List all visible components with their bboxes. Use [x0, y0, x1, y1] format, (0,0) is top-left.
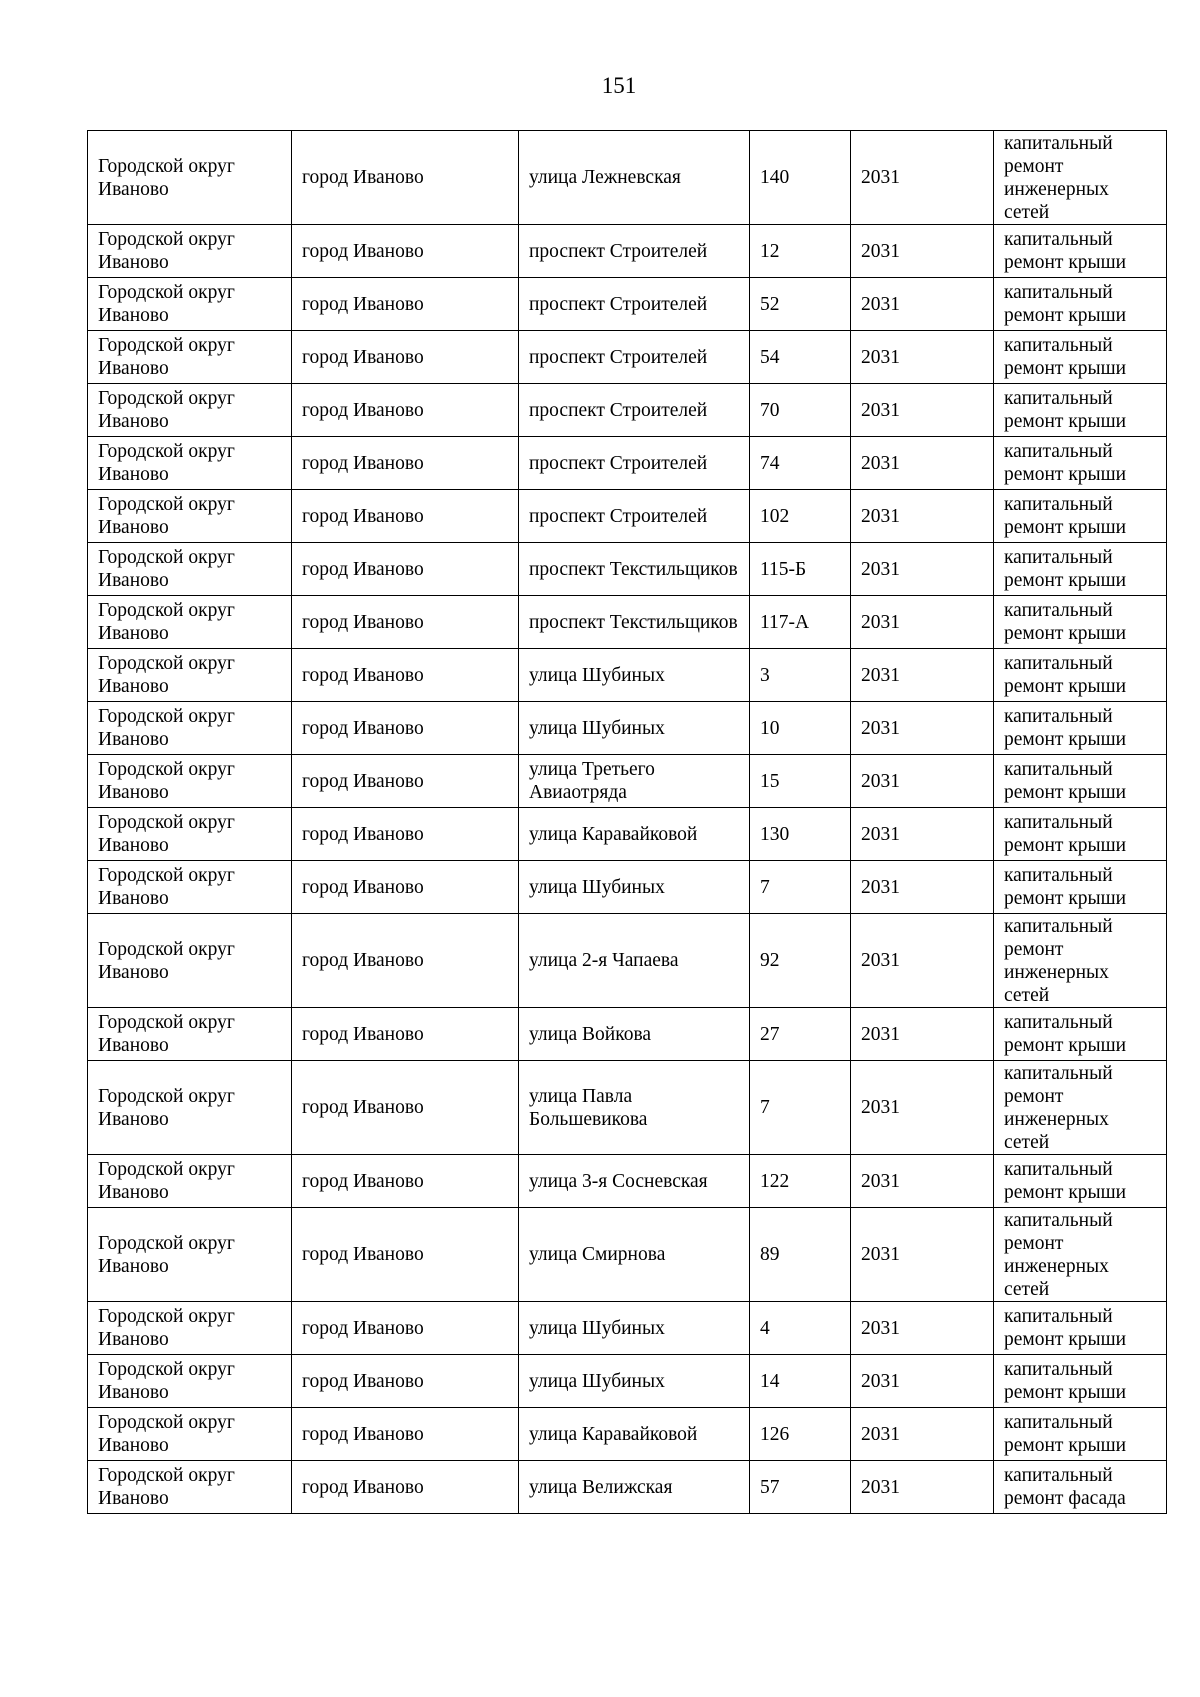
street-cell: улица Шубиных — [519, 1302, 750, 1355]
locality-cell: город Иваново — [292, 649, 519, 702]
house-number-cell: 3 — [750, 649, 851, 702]
house-number-cell: 54 — [750, 331, 851, 384]
municipality-cell: Городской округ Иваново — [88, 225, 292, 278]
work-type-cell: капитальный ремонт крыши — [994, 437, 1167, 490]
locality-cell: город Иваново — [292, 543, 519, 596]
municipality-cell: Городской округ Иваново — [88, 490, 292, 543]
street-cell: проспект Строителей — [519, 437, 750, 490]
table-row — [88, 131, 1167, 225]
work-type-cell: капитальный ремонт крыши — [994, 384, 1167, 437]
street-cell: улица Войкова — [519, 1008, 750, 1061]
table-row — [88, 1061, 1167, 1155]
table-row — [88, 914, 1167, 1008]
locality-cell: город Иваново — [292, 702, 519, 755]
work-type-cell: капитальный ремонт крыши — [994, 1008, 1167, 1061]
house-number-cell: 27 — [750, 1008, 851, 1061]
street-cell: проспект Строителей — [519, 331, 750, 384]
house-number-cell: 10 — [750, 702, 851, 755]
locality-cell: город Иваново — [292, 596, 519, 649]
house-number-cell: 92 — [750, 914, 851, 1008]
locality-cell: город Иваново — [292, 1008, 519, 1061]
work-type-cell: капитальный ремонт крыши — [994, 225, 1167, 278]
work-type-cell: капитальный ремонт фасада — [994, 1461, 1167, 1514]
locality-cell: город Иваново — [292, 278, 519, 331]
street-cell: улица Третьего Авиаотряда — [519, 755, 750, 808]
street-cell: улица Каравайковой — [519, 1408, 750, 1461]
work-type-cell: капитальный ремонт инженерных сетей — [994, 131, 1167, 225]
year-cell: 2031 — [851, 1061, 994, 1155]
municipality-cell: Городской округ Иваново — [88, 1208, 292, 1302]
municipality-cell: Городской округ Иваново — [88, 808, 292, 861]
locality-cell: город Иваново — [292, 384, 519, 437]
house-number-cell: 7 — [750, 861, 851, 914]
street-cell: проспект Строителей — [519, 490, 750, 543]
year-cell: 2031 — [851, 278, 994, 331]
locality-cell: город Иваново — [292, 861, 519, 914]
municipality-cell: Городской округ Иваново — [88, 278, 292, 331]
municipality-cell: Городской округ Иваново — [88, 702, 292, 755]
street-cell: улица Велижская — [519, 1461, 750, 1514]
house-number-cell: 15 — [750, 755, 851, 808]
table-row — [88, 225, 1167, 278]
work-type-cell: капитальный ремонт крыши — [994, 543, 1167, 596]
municipality-cell: Городской округ Иваново — [88, 755, 292, 808]
table-row — [88, 1461, 1167, 1514]
house-number-cell: 115-Б — [750, 543, 851, 596]
year-cell: 2031 — [851, 755, 994, 808]
house-number-cell: 74 — [750, 437, 851, 490]
street-cell: улица Шубиных — [519, 861, 750, 914]
house-number-cell: 70 — [750, 384, 851, 437]
locality-cell: город Иваново — [292, 1208, 519, 1302]
house-number-cell: 102 — [750, 490, 851, 543]
work-type-cell: капитальный ремонт крыши — [994, 808, 1167, 861]
municipality-cell: Городской округ Иваново — [88, 1461, 292, 1514]
locality-cell: город Иваново — [292, 1061, 519, 1155]
year-cell: 2031 — [851, 490, 994, 543]
locality-cell: город Иваново — [292, 437, 519, 490]
house-number-cell: 130 — [750, 808, 851, 861]
street-cell: проспект Текстильщиков — [519, 596, 750, 649]
table-row — [88, 702, 1167, 755]
municipality-cell: Городской округ Иваново — [88, 384, 292, 437]
year-cell: 2031 — [851, 596, 994, 649]
street-cell: улица Шубиных — [519, 649, 750, 702]
locality-cell: город Иваново — [292, 1302, 519, 1355]
work-type-cell: капитальный ремонт крыши — [994, 1155, 1167, 1208]
municipality-cell: Городской округ Иваново — [88, 437, 292, 490]
work-type-cell: капитальный ремонт крыши — [994, 649, 1167, 702]
house-number-cell: 126 — [750, 1408, 851, 1461]
table-row — [88, 861, 1167, 914]
year-cell: 2031 — [851, 1155, 994, 1208]
locality-cell: город Иваново — [292, 490, 519, 543]
year-cell: 2031 — [851, 808, 994, 861]
work-type-cell: капитальный ремонт крыши — [994, 702, 1167, 755]
table-row — [88, 1355, 1167, 1408]
table-row — [88, 1008, 1167, 1061]
house-number-cell: 52 — [750, 278, 851, 331]
house-number-cell: 57 — [750, 1461, 851, 1514]
street-cell: улица 3-я Сосневская — [519, 1155, 750, 1208]
table-row — [88, 808, 1167, 861]
street-cell: улица Шубиных — [519, 1355, 750, 1408]
work-type-cell: капитальный ремонт крыши — [994, 861, 1167, 914]
year-cell: 2031 — [851, 384, 994, 437]
street-cell: улица Лежневская — [519, 131, 750, 225]
municipality-cell: Городской округ Иваново — [88, 861, 292, 914]
work-type-cell: капитальный ремонт крыши — [994, 1302, 1167, 1355]
street-cell: проспект Текстильщиков — [519, 543, 750, 596]
locality-cell: город Иваново — [292, 914, 519, 1008]
work-type-cell: капитальный ремонт крыши — [994, 1408, 1167, 1461]
street-cell: улица Павла Большевикова — [519, 1061, 750, 1155]
locality-cell: город Иваново — [292, 1155, 519, 1208]
municipality-cell: Городской округ Иваново — [88, 1408, 292, 1461]
street-cell: проспект Строителей — [519, 384, 750, 437]
repair-schedule-table — [87, 130, 1167, 1514]
year-cell: 2031 — [851, 649, 994, 702]
house-number-cell: 89 — [750, 1208, 851, 1302]
locality-cell: город Иваново — [292, 225, 519, 278]
year-cell: 2031 — [851, 543, 994, 596]
table-row — [88, 490, 1167, 543]
year-cell: 2031 — [851, 1355, 994, 1408]
locality-cell: город Иваново — [292, 331, 519, 384]
street-cell: проспект Строителей — [519, 225, 750, 278]
work-type-cell: капитальный ремонт крыши — [994, 1355, 1167, 1408]
municipality-cell: Городской округ Иваново — [88, 649, 292, 702]
locality-cell: город Иваново — [292, 1355, 519, 1408]
year-cell: 2031 — [851, 861, 994, 914]
table-row — [88, 278, 1167, 331]
work-type-cell: капитальный ремонт крыши — [994, 278, 1167, 331]
municipality-cell: Городской округ Иваново — [88, 331, 292, 384]
house-number-cell: 7 — [750, 1061, 851, 1155]
street-cell: улица Шубиных — [519, 702, 750, 755]
locality-cell: город Иваново — [292, 1408, 519, 1461]
work-type-cell: капитальный ремонт инженерных сетей — [994, 1208, 1167, 1302]
table-row — [88, 1408, 1167, 1461]
locality-cell: город Иваново — [292, 755, 519, 808]
house-number-cell: 4 — [750, 1302, 851, 1355]
year-cell: 2031 — [851, 1208, 994, 1302]
house-number-cell: 12 — [750, 225, 851, 278]
year-cell: 2031 — [851, 225, 994, 278]
year-cell: 2031 — [851, 914, 994, 1008]
municipality-cell: Городской округ Иваново — [88, 1355, 292, 1408]
table-row — [88, 1208, 1167, 1302]
house-number-cell: 117-А — [750, 596, 851, 649]
work-type-cell: капитальный ремонт крыши — [994, 490, 1167, 543]
municipality-cell: Городской округ Иваново — [88, 543, 292, 596]
work-type-cell: капитальный ремонт крыши — [994, 755, 1167, 808]
year-cell: 2031 — [851, 131, 994, 225]
municipality-cell: Городской округ Иваново — [88, 131, 292, 225]
year-cell: 2031 — [851, 1008, 994, 1061]
year-cell: 2031 — [851, 1408, 994, 1461]
table-row — [88, 755, 1167, 808]
municipality-cell: Городской округ Иваново — [88, 1155, 292, 1208]
table-row — [88, 649, 1167, 702]
page-number: 151 — [601, 73, 637, 98]
municipality-cell: Городской округ Иваново — [88, 1008, 292, 1061]
table-row — [88, 384, 1167, 437]
locality-cell: город Иваново — [292, 131, 519, 225]
year-cell: 2031 — [851, 1302, 994, 1355]
year-cell: 2031 — [851, 437, 994, 490]
year-cell: 2031 — [851, 1461, 994, 1514]
table-row — [88, 1155, 1167, 1208]
street-cell: проспект Строителей — [519, 278, 750, 331]
municipality-cell: Городской округ Иваново — [88, 1061, 292, 1155]
locality-cell: город Иваново — [292, 1461, 519, 1514]
municipality-cell: Городской округ Иваново — [88, 914, 292, 1008]
work-type-cell: капитальный ремонт крыши — [994, 596, 1167, 649]
locality-cell: город Иваново — [292, 808, 519, 861]
street-cell: улица Смирнова — [519, 1208, 750, 1302]
year-cell: 2031 — [851, 331, 994, 384]
municipality-cell: Городской округ Иваново — [88, 596, 292, 649]
year-cell: 2031 — [851, 702, 994, 755]
house-number-cell: 140 — [750, 131, 851, 225]
table-row — [88, 437, 1167, 490]
municipality-cell: Городской округ Иваново — [88, 1302, 292, 1355]
table-row — [88, 331, 1167, 384]
work-type-cell: капитальный ремонт инженерных сетей — [994, 1061, 1167, 1155]
work-type-cell: капитальный ремонт инженерных сетей — [994, 914, 1167, 1008]
table-row — [88, 543, 1167, 596]
table-body — [88, 131, 1167, 1514]
house-number-cell: 14 — [750, 1355, 851, 1408]
work-type-cell: капитальный ремонт крыши — [994, 331, 1167, 384]
street-cell: улица Каравайковой — [519, 808, 750, 861]
street-cell: улица 2-я Чапаева — [519, 914, 750, 1008]
table-row — [88, 1302, 1167, 1355]
table-row — [88, 596, 1167, 649]
house-number-cell: 122 — [750, 1155, 851, 1208]
